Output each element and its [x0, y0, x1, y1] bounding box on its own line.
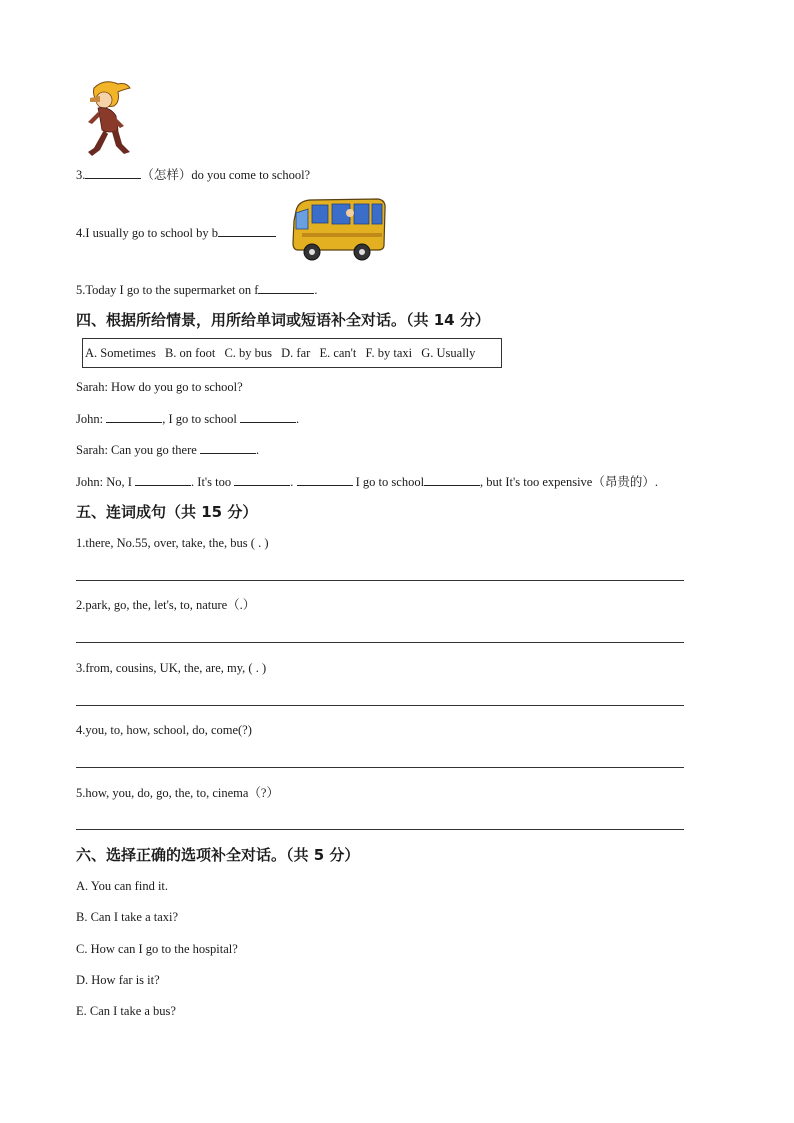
answer-blank[interactable] [135, 473, 191, 486]
dialogue-line-3 [76, 441, 259, 458]
dialogue-line-1: Sarah: How do you go to school? [76, 380, 243, 394]
question-5-end: . [314, 283, 318, 297]
speaker-text: Sarah: Can you go there [76, 443, 200, 457]
dialogue-line-2 [76, 410, 299, 427]
speaker-text: John: [76, 412, 107, 426]
word-bank-option: G. Usually [421, 346, 476, 360]
answer-blank[interactable] [258, 281, 314, 294]
choice-option: A. You can find it. [76, 879, 169, 893]
choice-option: C. How can I go to the hospital? [76, 942, 238, 956]
section-4-heading: 四、根据所给情景，用所给单词或短语补全对话。（共 14 分） [76, 311, 490, 329]
answer-blank[interactable] [218, 224, 276, 237]
answer-line[interactable] [76, 705, 684, 706]
question-3-text: （怎样）do you come to school? [141, 168, 311, 182]
section-5-heading: 五、连词成句（共 15 分） [76, 503, 258, 521]
question-4 [76, 224, 276, 241]
dialogue-text: . [296, 412, 300, 426]
word-bank-box [82, 338, 502, 368]
choice-option: E. Can I take a bus? [76, 1004, 176, 1018]
word-bank-option: F. by taxi [365, 346, 413, 360]
answer-blank[interactable] [297, 473, 353, 486]
dialogue-text: . [255, 443, 260, 457]
choice-option: D. How far is it? [76, 973, 160, 987]
walking-girl-illustration [74, 78, 136, 160]
dialogue-text: . It's too [191, 475, 235, 489]
sentence-item: 5.how, you, do, go, the, to, cinema（?） [76, 786, 279, 800]
question-4-text: 4.I usually go to school by b [76, 226, 219, 240]
word-bank-option: C. by bus [224, 346, 273, 360]
answer-blank[interactable] [240, 410, 296, 423]
question-3-number: 3. [76, 168, 86, 182]
sentence-item: 1.there, No.55, over, take, the, bus ( . ) [76, 536, 269, 550]
sentence-item: 3.from, cousins, UK, the, are, my, ( . ) [76, 661, 267, 675]
dialogue-line-4 [76, 473, 658, 490]
question-5 [76, 281, 318, 298]
bus-illustration [290, 195, 388, 265]
sentence-item: 2.park, go, the, let's, to, nature（.） [76, 598, 256, 612]
dialogue-text: , I go to school [162, 412, 240, 426]
speaker-text: John: No, I [76, 475, 136, 489]
answer-blank[interactable] [234, 473, 290, 486]
answer-blank[interactable] [106, 410, 162, 423]
sentence-item: 4.you, to, how, school, do, come(?) [76, 723, 252, 737]
word-bank-option: A. Sometimes [85, 346, 156, 360]
answer-blank[interactable] [200, 441, 256, 454]
answer-blank[interactable] [85, 166, 141, 179]
section-6-heading: 六、选择正确的选项补全对话。（共 5 分） [76, 846, 360, 864]
answer-line[interactable] [76, 767, 684, 768]
dialogue-text: I go to school [352, 475, 425, 489]
question-5-text: 5.Today I go to the supermarket on f [76, 283, 259, 297]
word-bank-option: D. far [281, 346, 311, 360]
dialogue-text: . [290, 475, 297, 489]
choice-option: B. Can I take a taxi? [76, 910, 179, 924]
word-bank-option: E. can't [319, 346, 357, 360]
answer-line[interactable] [76, 580, 684, 581]
answer-line[interactable] [76, 642, 684, 643]
dialogue-text: , but It's too expensive（昂贵的）. [480, 475, 658, 489]
word-bank-option: B. on foot [164, 346, 216, 360]
answer-blank[interactable] [424, 473, 480, 486]
question-3 [76, 166, 310, 183]
answer-line[interactable] [76, 829, 684, 830]
